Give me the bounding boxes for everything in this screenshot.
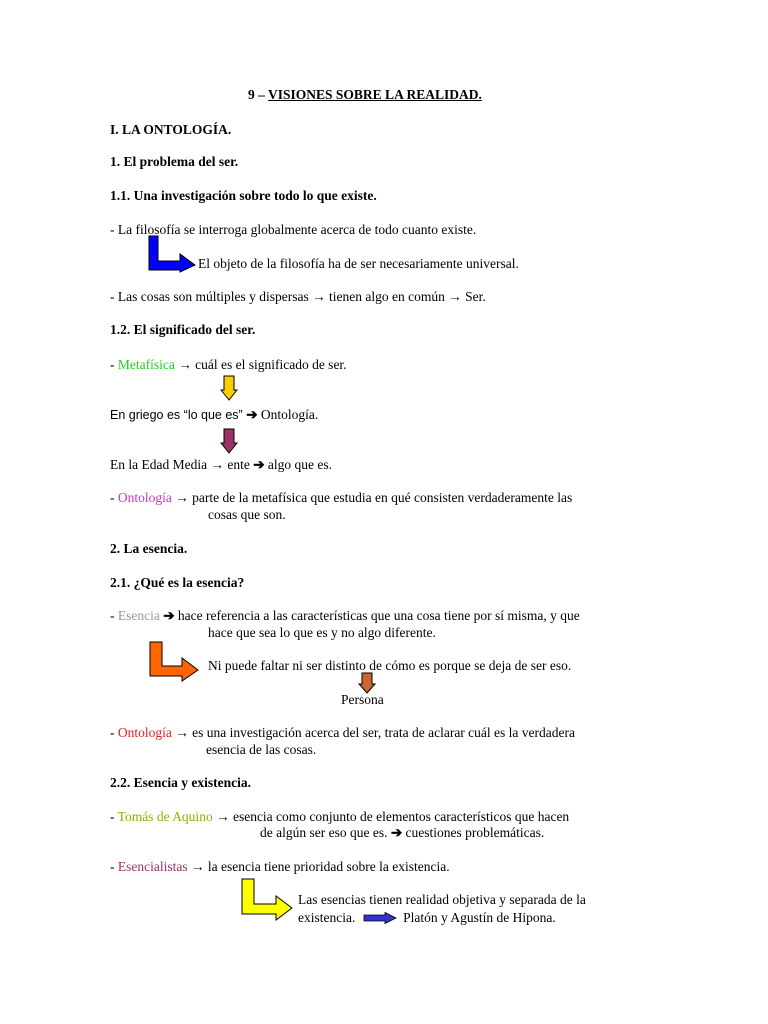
term-tomas-de-aquino: Tomás de Aquino <box>117 809 213 824</box>
paragraph-filosofia: - La filosofía se interroga globalmente acerca de todo cuanto existe. <box>110 222 477 237</box>
paragraph-objeto-filosofia: El objeto de la filosofía ha de ser necesariamente universal. <box>198 256 519 271</box>
term-esencia: Esencia <box>117 608 160 623</box>
paragraph-edad-media: En la Edad Media → ente ➔ algo que es. <box>110 457 333 472</box>
arrow-right-icon: → <box>210 457 224 472</box>
arrow-right-icon: → <box>448 289 462 304</box>
bent-arrow-icon <box>240 877 294 921</box>
paragraph-esencialistas: - Esencialistas → la esencia tiene prioridad sobre la existencia. <box>110 859 450 874</box>
term-ontologia: Ontología <box>117 725 172 740</box>
heading-esencia-existencia: 2.2. Esencia y existencia. <box>110 775 251 790</box>
paragraph-ontologia-2-cont: esencia de las cosas. <box>206 742 317 757</box>
paragraph-esencias-realidad-cont: existencia. Platón y Agustín de Hipona. <box>298 910 556 925</box>
paragraph-ontologia-1: - Ontología → parte de la metafísica que estudia en qué consisten verdaderamente las <box>110 490 573 505</box>
label-persona: Persona <box>341 692 384 707</box>
bold-arrow-right-icon: ➔ <box>253 457 265 472</box>
heading-esencia: 2. La esencia. <box>110 541 188 556</box>
paragraph-esencia-cont: hace que sea lo que es y no algo diferente. <box>208 625 436 640</box>
arrow-right-icon: → <box>312 289 326 304</box>
bent-arrow-icon <box>148 640 200 682</box>
heading-que-es-esencia: 2.1. ¿Qué es la esencia? <box>110 575 245 590</box>
paragraph-griego: En griego es “lo que es” ➔ Ontología. <box>110 407 319 422</box>
term-metafisica: Metafísica <box>117 357 175 372</box>
paragraph-metafisica: - Metafísica → cuál es el significado de ser. <box>110 357 347 372</box>
arrow-right-icon: → <box>171 725 189 740</box>
paragraph-tomas-aquino: - Tomás de Aquino → esencia como conjunto de elementos característicos que hacen <box>110 809 570 824</box>
paragraph-ontologia-2: - Ontología → es una investigación acerca del ser, trata de aclarar cuál es la verdadera <box>110 725 575 740</box>
bold-arrow-right-icon: ➔ <box>246 407 258 422</box>
bent-arrow-icon <box>147 234 197 274</box>
arrow-right-icon: → <box>187 859 205 874</box>
paragraph-esencia: - Esencia ➔ hace referencia a las características que una cosa tiene por sí misma, y que <box>110 608 580 623</box>
heading-significado: 1.2. El significado del ser. <box>110 322 256 337</box>
bold-arrow-right-icon: ➔ <box>390 825 403 840</box>
term-esencialistas: Esencialistas <box>117 859 188 874</box>
page-title: 9 – VISIONES SOBRE LA REALIDAD. <box>248 87 482 102</box>
arrow-right-icon: → <box>171 490 189 505</box>
paragraph-esencias-realidad: Las esencias tienen realidad objetiva y separada de la <box>298 892 586 907</box>
heading-ontologia: I. LA ONTOLOGÍA. <box>110 122 232 137</box>
paragraph-ni-puede-faltar: Ni puede faltar ni ser distinto de cómo es porque se deja de ser eso. <box>208 658 572 673</box>
arrow-right-icon <box>363 912 397 924</box>
down-arrow-icon <box>220 428 238 454</box>
bold-arrow-right-icon: ➔ <box>159 608 175 623</box>
paragraph-cosas-multiples: - Las cosas son múltiples y dispersas → tienen algo en común → Ser. <box>110 289 486 304</box>
paragraph-tomas-aquino-cont: de algún ser eso que es. ➔ cuestiones problemáticas. <box>260 825 545 840</box>
heading-problema-ser: 1. El problema del ser. <box>110 154 239 169</box>
arrow-right-icon: → <box>212 809 230 824</box>
heading-investigacion: 1.1. Una investigación sobre todo lo que existe. <box>110 188 377 203</box>
paragraph-ontologia-1-cont: cosas que son. <box>208 507 286 522</box>
term-ontologia: Ontología <box>117 490 172 505</box>
arrow-right-icon: → <box>174 357 192 372</box>
down-arrow-icon <box>220 375 238 401</box>
